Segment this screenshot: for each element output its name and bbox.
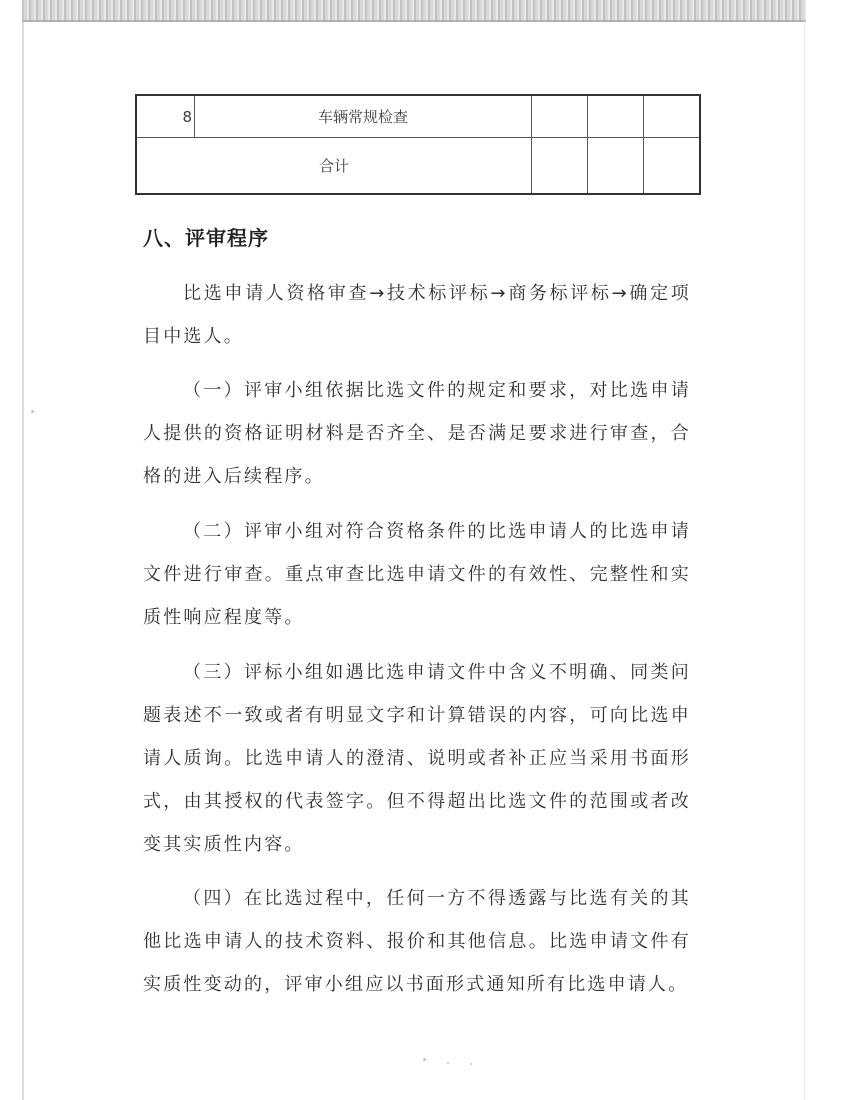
scan-speck [31,410,34,413]
blank-cell [532,95,588,138]
total-label: 合计 [136,138,532,195]
scan-top-edge [22,0,806,22]
blank-cell [588,95,644,138]
blank-cell [644,95,701,138]
paragraph-2: （二）评审小组对符合资格条件的比选申请人的比选申请文件进行审查。重点审查比选申请文件的有效性、完整性和实质性响应程度等。 [143,521,691,628]
row-item: 车辆常规检查 [195,95,532,138]
table-total-row [136,138,700,195]
scan-right-edge [804,0,805,1100]
scan-edge-line [22,20,806,22]
blank-cell [644,138,701,195]
scan-speck [423,1058,426,1061]
scoring-table [135,94,701,195]
paragraph-4: （四）在比选过程中，任何一方不得透露与比选有关的其他比选申请人的技术资料、报价和其他信息。比选申请文件有实质性变动的，评审小组应以书面形式通知所有比选申请人。 [143,888,691,995]
paragraph-1: （一）评审小组依据比选文件的规定和要求，对比选申请人提供的资格证明材料是否齐全、是否满足要求进行审查，合格的进入后续程序。 [143,380,691,487]
blank-cell [532,138,588,195]
scan-speck [447,1062,449,1064]
scan-speck [470,1063,472,1065]
procedure-flow: 比选申请人资格审查→技术标评标→商务标评标→确定项目中选人。 [143,283,691,347]
blank-cell [588,138,644,195]
table-row [136,95,700,138]
row-number: 8 [136,95,195,138]
scan-left-edge [22,0,24,1100]
section-heading: 八、评审程序 [143,226,269,250]
paragraph-3: （三）评标小组如遇比选申请文件中含义不明确、同类问题表述不一致或者有明显文字和计算错误的内容，可向比选申请人质询。比选申请人的澄清、说明或者补正应当采用书面形式，由其授权的代表签字。但不得超出比选文件的范围或者改变其实质性内容。 [143,662,691,855]
